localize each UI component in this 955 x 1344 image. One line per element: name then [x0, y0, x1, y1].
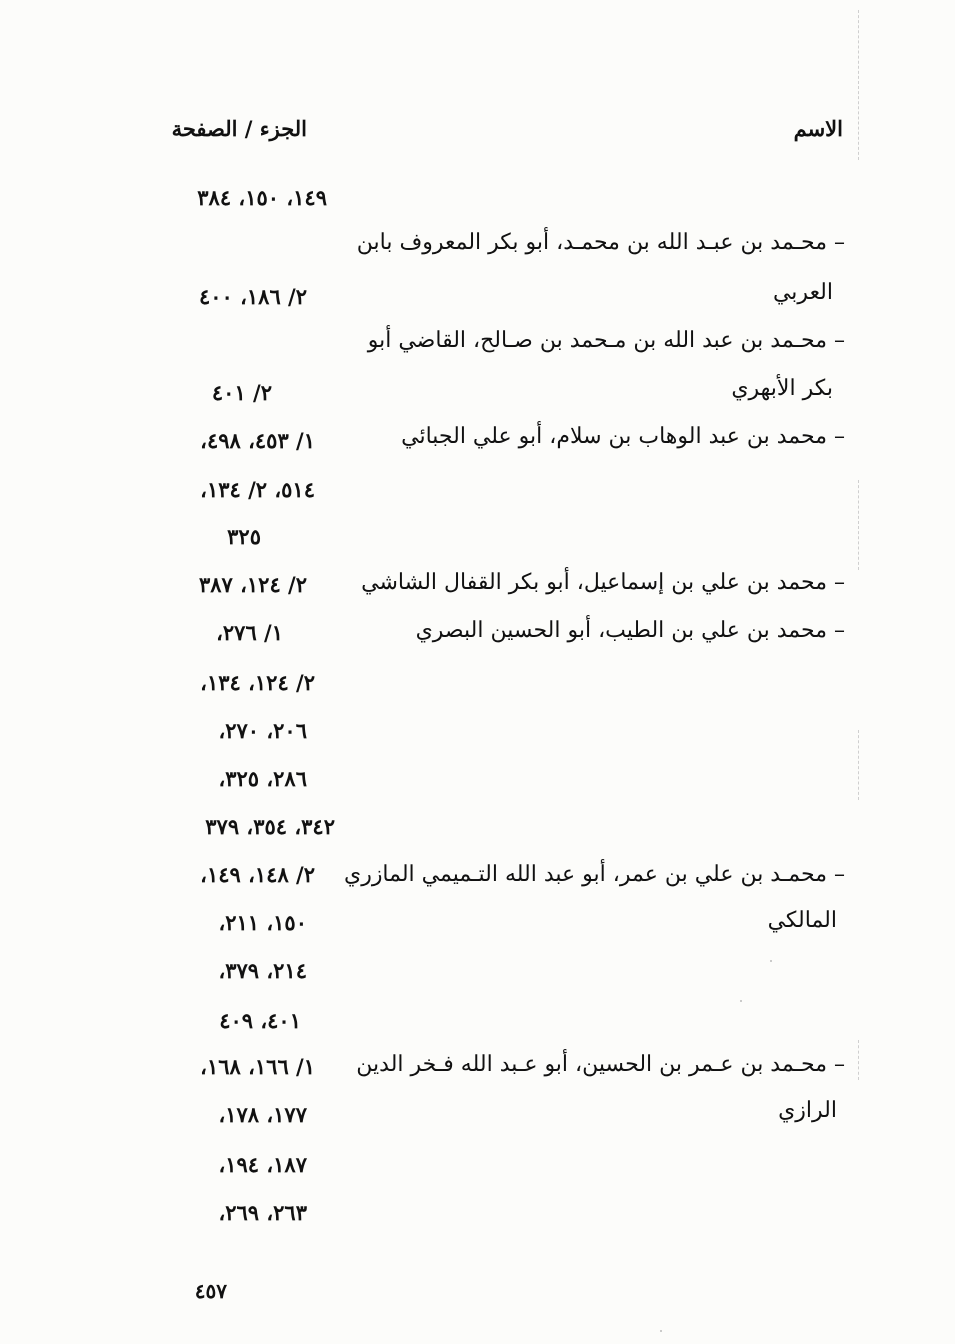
reference-line: ٢٦٣، ٢٦٩،	[218, 1200, 307, 1225]
margin-guide	[858, 730, 859, 800]
index-entry-name: – محمـد بن علي بن عمر، أبو عبد الله التـميمي المازري	[343, 862, 845, 887]
reference-line: ١٧٧، ١٧٨،	[218, 1102, 307, 1127]
reference-line: ١/ ٢٧٦،	[216, 620, 283, 645]
reference-line: ١٥٠، ٢١١،	[218, 910, 307, 935]
reference-line: ١/ ٤٥٣، ٤٩٨،	[200, 428, 315, 453]
index-entry-name: – محمد بن عبد الوهاب بن سلام، أبو علي الجبائي	[401, 424, 845, 449]
index-entry-name: – محمد بن علي بن إسماعيل، أبو بكر القفال الشاشي	[361, 570, 845, 595]
reference-line: ٢/ ١٤٨، ١٤٩،	[200, 862, 315, 887]
reference-line: ٢١٤، ٣٧٩،	[218, 958, 307, 983]
scan-speck	[770, 960, 772, 962]
index-entry-name: – محـمد بن عبد الله بن مـحمد بن صـالح، القاضي أبو	[367, 328, 845, 353]
margin-guide	[858, 10, 859, 160]
reference-line: ٤٠١، ٤٠٩	[219, 1008, 301, 1033]
index-entry-name: – محمد بن علي بن الطيب، أبو الحسين البصري	[415, 618, 845, 643]
page-column-header: الجزء / الصفحة	[171, 116, 307, 141]
reference-line: ٢٠٦، ٢٧٠،	[218, 718, 307, 743]
reference-line: ٣٤٢، ٣٥٤، ٣٧٩	[205, 814, 335, 839]
reference-line: ٥١٤، ٢/ ١٣٤،	[200, 477, 315, 502]
reference-line: ٢/ ١٢٤، ١٣٤،	[200, 670, 315, 695]
margin-guide	[858, 480, 859, 570]
reference-line: ١٨٧، ١٩٤،	[218, 1152, 307, 1177]
reference-line: ١/ ١٦٦، ١٦٨،	[200, 1054, 315, 1079]
margin-guide	[858, 1040, 859, 1080]
index-entry-name: بكر الأبهري	[731, 376, 833, 401]
scan-speck	[740, 1000, 742, 1002]
index-entry-name: – محـمد بن عـمر بن الحسين، أبو عـبد الله فـخر الدين	[356, 1052, 845, 1077]
page-number: ٤٥٧	[194, 1279, 227, 1303]
reference-line: ٢/ ٤٠١	[211, 380, 272, 405]
reference-line: ٢/ ١٨٦، ٤٠٠	[198, 284, 307, 309]
reference-line: ١٤٩، ١٥٠، ٣٨٤	[197, 185, 327, 210]
index-entry-name: الرازي	[778, 1098, 837, 1123]
index-entry-name: العربي	[772, 280, 833, 305]
reference-line: ٢٨٦، ٣٢٥،	[218, 766, 307, 791]
index-entry-name: – محـمد بن عبـد الله بن محمـد، أبو بكر المعروف بابن	[356, 230, 845, 255]
name-column-header: الاسم	[793, 116, 843, 141]
scan-speck	[660, 1330, 662, 1332]
reference-line: ٢/ ١٢٤، ٣٨٧	[198, 572, 307, 597]
reference-line: ٣٢٥	[227, 524, 261, 549]
index-entry-name: المالكي	[767, 908, 837, 933]
